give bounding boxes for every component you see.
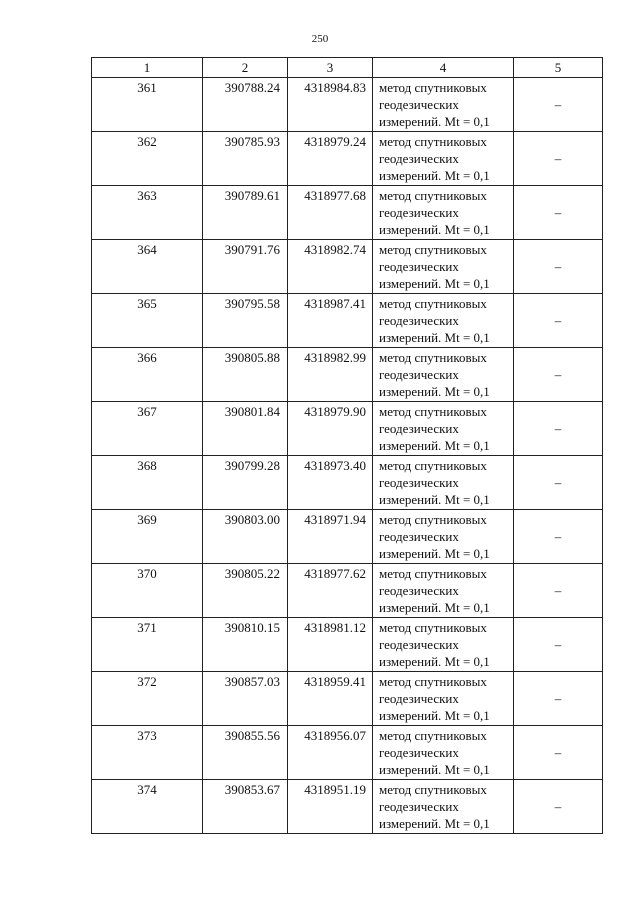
method-text: метод спутниковых геодезических измерений. Mt = 0,1 bbox=[379, 566, 490, 615]
method-cell bbox=[373, 456, 514, 510]
coordinate-x-text: 390801.84 bbox=[224, 404, 280, 419]
note-cell bbox=[514, 456, 603, 510]
coordinate-x-text: 390799.28 bbox=[224, 458, 280, 473]
note-text: – bbox=[554, 259, 562, 274]
table-row bbox=[92, 672, 603, 726]
coordinate-y-cell bbox=[288, 402, 373, 456]
point-number-text: 362 bbox=[137, 134, 157, 149]
note-cell bbox=[514, 240, 603, 294]
coordinate-x-text: 390788.24 bbox=[224, 80, 280, 95]
point-number-cell bbox=[92, 510, 203, 564]
method-text: метод спутниковых геодезических измерений. Mt = 0,1 bbox=[379, 134, 490, 183]
coordinate-x-cell bbox=[203, 132, 288, 186]
table-row bbox=[92, 780, 603, 834]
page-number: 250 bbox=[311, 33, 329, 45]
coordinate-x-cell bbox=[203, 78, 288, 132]
coordinate-x-cell bbox=[203, 510, 288, 564]
note-text: – bbox=[554, 151, 562, 166]
point-number-text: 363 bbox=[137, 188, 157, 203]
note-cell bbox=[514, 672, 603, 726]
method-cell bbox=[373, 294, 514, 348]
coordinate-x-text: 390805.22 bbox=[224, 566, 280, 581]
point-number-cell bbox=[92, 78, 203, 132]
point-number-text: 361 bbox=[137, 80, 157, 95]
method-cell bbox=[373, 240, 514, 294]
point-number-text: 365 bbox=[137, 296, 157, 311]
coordinate-y-cell bbox=[288, 618, 373, 672]
table-header bbox=[92, 58, 603, 78]
point-number-text: 364 bbox=[137, 242, 157, 257]
note-text: – bbox=[554, 367, 562, 382]
coordinate-x-cell bbox=[203, 348, 288, 402]
coordinate-x-text: 390785.93 bbox=[224, 134, 280, 149]
coordinate-x-text: 390789.61 bbox=[224, 188, 280, 203]
coordinate-y-text: 4318977.68 bbox=[304, 188, 366, 203]
coordinate-y-text: 4318977.62 bbox=[304, 566, 366, 581]
method-cell bbox=[373, 402, 514, 456]
point-number-cell bbox=[92, 672, 203, 726]
point-number-text: 369 bbox=[137, 512, 157, 527]
method-cell bbox=[373, 726, 514, 780]
table-row bbox=[92, 618, 603, 672]
coordinate-x-text: 390803.00 bbox=[224, 512, 280, 527]
method-cell bbox=[373, 618, 514, 672]
note-cell bbox=[514, 510, 603, 564]
method-text: метод спутниковых геодезических измерений. Mt = 0,1 bbox=[379, 620, 490, 669]
coordinate-y-cell bbox=[288, 456, 373, 510]
coordinate-y-text: 4318979.90 bbox=[304, 404, 366, 419]
coordinate-y-text: 4318971.94 bbox=[304, 512, 366, 527]
coordinate-x-text: 390810.15 bbox=[224, 620, 280, 635]
coordinate-x-text: 390853.67 bbox=[224, 782, 280, 797]
coordinate-y-text: 4318979.24 bbox=[304, 134, 366, 149]
table-row bbox=[92, 132, 603, 186]
method-text: метод спутниковых геодезических измерений. Mt = 0,1 bbox=[379, 350, 490, 399]
note-text: – bbox=[554, 475, 562, 490]
coordinate-x-cell bbox=[203, 402, 288, 456]
note-text: – bbox=[554, 205, 562, 220]
note-text: – bbox=[554, 745, 562, 760]
note-cell bbox=[514, 348, 603, 402]
coordinate-y-cell bbox=[288, 240, 373, 294]
method-cell bbox=[373, 348, 514, 402]
point-number-cell bbox=[92, 294, 203, 348]
point-number-text: 371 bbox=[137, 620, 157, 635]
method-text: метод спутниковых геодезических измерений. Mt = 0,1 bbox=[379, 80, 490, 129]
method-text: метод спутниковых геодезических измерений. Mt = 0,1 bbox=[379, 782, 490, 831]
coordinate-x-text: 390795.58 bbox=[224, 296, 280, 311]
coordinate-x-text: 390805.88 bbox=[224, 350, 280, 365]
coordinate-y-cell bbox=[288, 132, 373, 186]
table-row bbox=[92, 186, 603, 240]
note-cell bbox=[514, 294, 603, 348]
point-number-cell bbox=[92, 456, 203, 510]
method-text: метод спутниковых геодезических измерений. Mt = 0,1 bbox=[379, 458, 490, 507]
note-cell bbox=[514, 186, 603, 240]
point-number-text: 370 bbox=[137, 566, 157, 581]
note-cell bbox=[514, 402, 603, 456]
header-col-1: 1 bbox=[92, 58, 203, 78]
point-number-cell bbox=[92, 618, 203, 672]
coordinate-x-cell bbox=[203, 294, 288, 348]
table-row bbox=[92, 240, 603, 294]
method-text: метод спутниковых геодезических измерений. Mt = 0,1 bbox=[379, 296, 490, 345]
coordinate-y-text: 4318982.99 bbox=[304, 350, 366, 365]
method-text: метод спутниковых геодезических измерений. Mt = 0,1 bbox=[379, 404, 490, 453]
method-text: метод спутниковых геодезических измерений. Mt = 0,1 bbox=[379, 242, 490, 291]
point-number-cell bbox=[92, 132, 203, 186]
note-text: – bbox=[554, 97, 562, 112]
coordinate-x-cell bbox=[203, 726, 288, 780]
point-number-text: 368 bbox=[137, 458, 157, 473]
coordinate-y-cell bbox=[288, 348, 373, 402]
table-row bbox=[92, 348, 603, 402]
point-number-cell bbox=[92, 186, 203, 240]
method-text: метод спутниковых геодезических измерений. Mt = 0,1 bbox=[379, 728, 490, 777]
point-number-cell bbox=[92, 564, 203, 618]
coordinate-y-text: 4318973.40 bbox=[304, 458, 366, 473]
coordinate-y-cell bbox=[288, 672, 373, 726]
point-number-text: 367 bbox=[137, 404, 157, 419]
header-col-3: 3 bbox=[288, 58, 373, 78]
coordinate-y-text: 4318984.83 bbox=[304, 80, 366, 95]
note-text: – bbox=[554, 691, 562, 706]
coordinate-y-cell bbox=[288, 564, 373, 618]
header-col-2: 2 bbox=[203, 58, 288, 78]
method-cell bbox=[373, 564, 514, 618]
coordinate-x-cell bbox=[203, 780, 288, 834]
point-number-cell bbox=[92, 240, 203, 294]
point-number-cell bbox=[92, 348, 203, 402]
coordinate-y-text: 4318987.41 bbox=[304, 296, 366, 311]
table-row bbox=[92, 456, 603, 510]
coordinate-y-cell bbox=[288, 294, 373, 348]
note-text: – bbox=[554, 529, 562, 544]
method-text: метод спутниковых геодезических измерений. Mt = 0,1 bbox=[379, 188, 490, 237]
table-row bbox=[92, 294, 603, 348]
coordinate-x-cell bbox=[203, 186, 288, 240]
note-text: – bbox=[554, 637, 562, 652]
table-row bbox=[92, 510, 603, 564]
point-number-text: 374 bbox=[137, 782, 157, 797]
table-body bbox=[92, 78, 603, 834]
coordinate-x-cell bbox=[203, 672, 288, 726]
table-row bbox=[92, 78, 603, 132]
coordinate-x-cell bbox=[203, 564, 288, 618]
note-cell bbox=[514, 564, 603, 618]
note-cell bbox=[514, 618, 603, 672]
coordinate-y-text: 4318956.07 bbox=[304, 728, 366, 743]
table-row bbox=[92, 564, 603, 618]
method-cell bbox=[373, 132, 514, 186]
coordinate-x-cell bbox=[203, 240, 288, 294]
note-cell bbox=[514, 78, 603, 132]
coordinates-table bbox=[91, 57, 603, 834]
coordinate-x-cell bbox=[203, 618, 288, 672]
method-cell bbox=[373, 510, 514, 564]
coordinate-x-text: 390855.56 bbox=[224, 728, 280, 743]
coordinate-y-text: 4318982.74 bbox=[304, 242, 366, 257]
note-text: – bbox=[554, 421, 562, 436]
header-col-4: 4 bbox=[373, 58, 514, 78]
point-number-cell bbox=[92, 726, 203, 780]
method-text: метод спутниковых геодезических измерений. Mt = 0,1 bbox=[379, 674, 490, 723]
coordinate-x-text: 390857.03 bbox=[224, 674, 280, 689]
coordinate-y-text: 4318981.12 bbox=[304, 620, 366, 635]
point-number-text: 373 bbox=[137, 728, 157, 743]
table-row bbox=[92, 402, 603, 456]
method-cell bbox=[373, 186, 514, 240]
point-number-cell bbox=[92, 780, 203, 834]
header-row bbox=[92, 58, 603, 78]
note-cell bbox=[514, 132, 603, 186]
coordinate-y-cell bbox=[288, 186, 373, 240]
note-text: – bbox=[554, 583, 562, 598]
coordinate-x-text: 390791.76 bbox=[224, 242, 280, 257]
table-row bbox=[92, 726, 603, 780]
coordinate-y-cell bbox=[288, 78, 373, 132]
note-cell bbox=[514, 780, 603, 834]
coordinate-y-text: 4318951.19 bbox=[304, 782, 366, 797]
coordinate-x-cell bbox=[203, 456, 288, 510]
coordinate-y-cell bbox=[288, 726, 373, 780]
point-number-text: 366 bbox=[137, 350, 157, 365]
method-text: метод спутниковых геодезических измерений. Mt = 0,1 bbox=[379, 512, 490, 561]
note-text: – bbox=[554, 799, 562, 814]
method-cell bbox=[373, 780, 514, 834]
note-cell bbox=[514, 726, 603, 780]
coordinate-y-text: 4318959.41 bbox=[304, 674, 366, 689]
coordinate-y-cell bbox=[288, 510, 373, 564]
method-cell bbox=[373, 672, 514, 726]
method-cell bbox=[373, 78, 514, 132]
header-col-5: 5 bbox=[514, 58, 603, 78]
note-text: – bbox=[554, 313, 562, 328]
point-number-cell bbox=[92, 402, 203, 456]
point-number-text: 372 bbox=[137, 674, 157, 689]
coordinate-y-cell bbox=[288, 780, 373, 834]
